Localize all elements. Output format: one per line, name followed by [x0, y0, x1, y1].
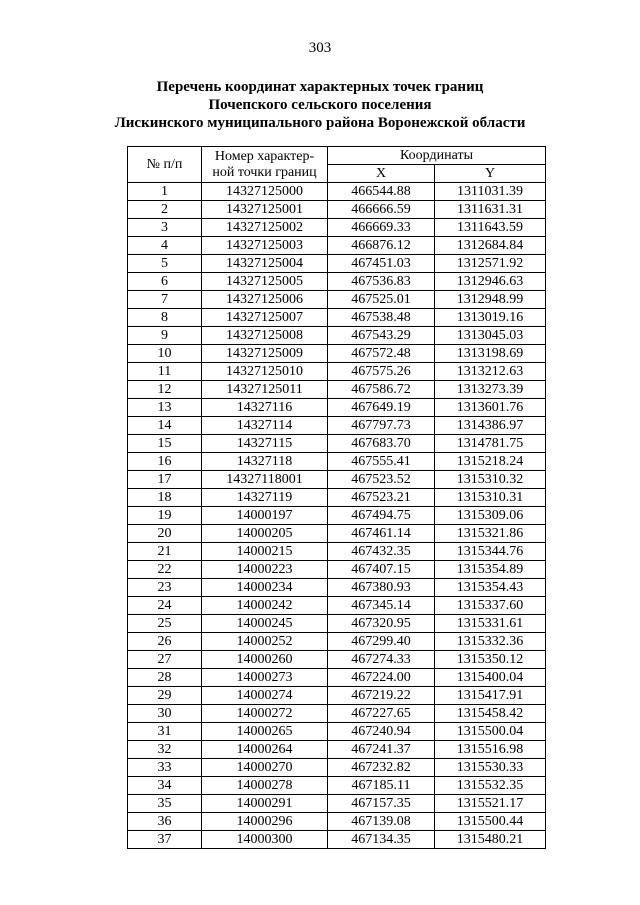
cell-y: 1315321.86	[435, 525, 546, 543]
cell-num: 18	[128, 489, 202, 507]
table-row	[128, 183, 546, 201]
cell-num: 2	[128, 201, 202, 219]
cell-y: 1312946.63	[435, 273, 546, 291]
cell-y: 1315500.04	[435, 723, 546, 741]
cell-point-number: 14000270	[202, 759, 328, 777]
table-row	[128, 471, 546, 489]
header-point-number	[202, 147, 328, 183]
table-row	[128, 669, 546, 687]
header-point-line-2: ной точки границ	[212, 164, 317, 180]
cell-y: 1312571.92	[435, 255, 546, 273]
cell-point-number: 14327125003	[202, 237, 328, 255]
cell-x: 467572.48	[328, 345, 435, 363]
cell-x: 466666.59	[328, 201, 435, 219]
cell-point-number: 14327125010	[202, 363, 328, 381]
cell-y: 1315400.04	[435, 669, 546, 687]
cell-num: 3	[128, 219, 202, 237]
cell-y: 1311643.59	[435, 219, 546, 237]
cell-y: 1315344.76	[435, 543, 546, 561]
cell-x: 467241.37	[328, 741, 435, 759]
cell-y: 1315332.36	[435, 633, 546, 651]
title-line-2: Почепского сельского поселения	[208, 97, 432, 113]
cell-point-number: 14327114	[202, 417, 328, 435]
cell-num: 24	[128, 597, 202, 615]
document-title	[0, 78, 640, 132]
table-row	[128, 453, 546, 471]
cell-x: 467345.14	[328, 597, 435, 615]
cell-x: 467299.40	[328, 633, 435, 651]
cell-num: 34	[128, 777, 202, 795]
cell-x: 467543.29	[328, 327, 435, 345]
cell-point-number: 14000273	[202, 669, 328, 687]
cell-y: 1311631.31	[435, 201, 546, 219]
cell-num: 4	[128, 237, 202, 255]
cell-num: 20	[128, 525, 202, 543]
cell-y: 1315521.17	[435, 795, 546, 813]
cell-num: 9	[128, 327, 202, 345]
cell-y: 1315354.43	[435, 579, 546, 597]
table-row	[128, 525, 546, 543]
cell-y: 1315354.89	[435, 561, 546, 579]
cell-x: 467320.95	[328, 615, 435, 633]
cell-x: 466669.33	[328, 219, 435, 237]
cell-num: 31	[128, 723, 202, 741]
cell-num: 14	[128, 417, 202, 435]
cell-num: 5	[128, 255, 202, 273]
table-row	[128, 327, 546, 345]
cell-point-number: 14327125007	[202, 309, 328, 327]
cell-point-number: 14000223	[202, 561, 328, 579]
cell-y: 1312684.84	[435, 237, 546, 255]
table-row	[128, 615, 546, 633]
cell-y: 1312948.99	[435, 291, 546, 309]
title-line-3: Лискинского муниципального района Воронежской области	[114, 115, 526, 131]
cell-y: 1315218.24	[435, 453, 546, 471]
cell-point-number: 14000260	[202, 651, 328, 669]
table-row	[128, 273, 546, 291]
cell-point-number: 14000252	[202, 633, 328, 651]
cell-x: 467240.94	[328, 723, 435, 741]
table-row	[128, 201, 546, 219]
cell-point-number: 14327118001	[202, 471, 328, 489]
cell-x: 467575.26	[328, 363, 435, 381]
cell-x: 467523.52	[328, 471, 435, 489]
table-row	[128, 237, 546, 255]
cell-x: 467380.93	[328, 579, 435, 597]
cell-x: 467432.35	[328, 543, 435, 561]
cell-x: 467555.41	[328, 453, 435, 471]
cell-num: 32	[128, 741, 202, 759]
cell-num: 15	[128, 435, 202, 453]
cell-y: 1315530.33	[435, 759, 546, 777]
cell-y: 1315480.21	[435, 831, 546, 849]
cell-x: 467407.15	[328, 561, 435, 579]
cell-y: 1315337.60	[435, 597, 546, 615]
cell-y: 1315500.44	[435, 813, 546, 831]
cell-point-number: 14327125009	[202, 345, 328, 363]
cell-x: 467139.08	[328, 813, 435, 831]
table-row	[128, 219, 546, 237]
cell-x: 467586.72	[328, 381, 435, 399]
cell-y: 1315309.06	[435, 507, 546, 525]
cell-y: 1314386.97	[435, 417, 546, 435]
header-num: № п/п	[128, 147, 202, 183]
cell-y: 1311031.39	[435, 183, 546, 201]
cell-num: 13	[128, 399, 202, 417]
table-row	[128, 435, 546, 453]
header-y: Y	[435, 165, 546, 183]
table-row	[128, 489, 546, 507]
cell-point-number: 14327125005	[202, 273, 328, 291]
cell-point-number: 14327125006	[202, 291, 328, 309]
table-row	[128, 759, 546, 777]
cell-num: 6	[128, 273, 202, 291]
cell-x: 467494.75	[328, 507, 435, 525]
cell-y: 1313273.39	[435, 381, 546, 399]
table-row	[128, 813, 546, 831]
cell-point-number: 14327118	[202, 453, 328, 471]
cell-point-number: 14000291	[202, 795, 328, 813]
cell-x: 467451.03	[328, 255, 435, 273]
cell-point-number: 14000278	[202, 777, 328, 795]
cell-x: 466544.88	[328, 183, 435, 201]
cell-point-number: 14000272	[202, 705, 328, 723]
cell-num: 1	[128, 183, 202, 201]
cell-y: 1313601.76	[435, 399, 546, 417]
cell-num: 25	[128, 615, 202, 633]
cell-x: 467523.21	[328, 489, 435, 507]
cell-point-number: 14327125002	[202, 219, 328, 237]
cell-x: 467232.82	[328, 759, 435, 777]
table-row	[128, 363, 546, 381]
cell-point-number: 14327115	[202, 435, 328, 453]
cell-point-number: 14327125008	[202, 327, 328, 345]
cell-x: 467525.01	[328, 291, 435, 309]
table-row	[128, 777, 546, 795]
table-body	[128, 183, 546, 849]
cell-x: 467461.14	[328, 525, 435, 543]
cell-point-number: 14000197	[202, 507, 328, 525]
cell-num: 12	[128, 381, 202, 399]
cell-num: 36	[128, 813, 202, 831]
cell-x: 467538.48	[328, 309, 435, 327]
cell-num: 8	[128, 309, 202, 327]
cell-num: 33	[128, 759, 202, 777]
cell-num: 28	[128, 669, 202, 687]
cell-y: 1313198.69	[435, 345, 546, 363]
cell-point-number: 14327119	[202, 489, 328, 507]
cell-x: 467134.35	[328, 831, 435, 849]
table-row	[128, 309, 546, 327]
cell-point-number: 14000234	[202, 579, 328, 597]
table-header	[128, 147, 546, 183]
table-row	[128, 507, 546, 525]
cell-y: 1315310.31	[435, 489, 546, 507]
cell-num: 27	[128, 651, 202, 669]
cell-num: 17	[128, 471, 202, 489]
cell-y: 1315417.91	[435, 687, 546, 705]
cell-y: 1315516.98	[435, 741, 546, 759]
table-row	[128, 417, 546, 435]
cell-point-number: 14000242	[202, 597, 328, 615]
table-row	[128, 399, 546, 417]
cell-y: 1313212.63	[435, 363, 546, 381]
table-row	[128, 597, 546, 615]
cell-point-number: 14000300	[202, 831, 328, 849]
cell-y: 1315458.42	[435, 705, 546, 723]
cell-y: 1315350.12	[435, 651, 546, 669]
cell-num: 11	[128, 363, 202, 381]
cell-x: 467649.19	[328, 399, 435, 417]
cell-point-number: 14327116	[202, 399, 328, 417]
cell-x: 467224.00	[328, 669, 435, 687]
table-row	[128, 255, 546, 273]
cell-point-number: 14000264	[202, 741, 328, 759]
cell-x: 467797.73	[328, 417, 435, 435]
cell-num: 23	[128, 579, 202, 597]
table-row	[128, 381, 546, 399]
table-row	[128, 579, 546, 597]
cell-point-number: 14327125001	[202, 201, 328, 219]
table-row	[128, 345, 546, 363]
title-line-1: Перечень координат характерных точек границ	[156, 79, 484, 95]
cell-x: 467227.65	[328, 705, 435, 723]
cell-x: 467683.70	[328, 435, 435, 453]
table-row	[128, 651, 546, 669]
cell-x: 467185.11	[328, 777, 435, 795]
cell-x: 467536.83	[328, 273, 435, 291]
cell-point-number: 14000265	[202, 723, 328, 741]
cell-x: 467274.33	[328, 651, 435, 669]
cell-x: 467219.22	[328, 687, 435, 705]
cell-x: 467157.35	[328, 795, 435, 813]
cell-num: 37	[128, 831, 202, 849]
header-point-line-1: Номер характер-	[214, 148, 315, 164]
header-coordinates: Координаты	[328, 147, 546, 165]
cell-num: 29	[128, 687, 202, 705]
cell-y: 1315310.32	[435, 471, 546, 489]
cell-num: 22	[128, 561, 202, 579]
table-row	[128, 705, 546, 723]
cell-num: 7	[128, 291, 202, 309]
page-number: 303	[308, 40, 332, 56]
cell-y: 1313045.03	[435, 327, 546, 345]
cell-point-number: 14000274	[202, 687, 328, 705]
table-row	[128, 543, 546, 561]
table-row	[128, 723, 546, 741]
cell-point-number: 14327125000	[202, 183, 328, 201]
cell-num: 30	[128, 705, 202, 723]
table-row	[128, 291, 546, 309]
table-row	[128, 795, 546, 813]
cell-num: 16	[128, 453, 202, 471]
table-row	[128, 561, 546, 579]
table-row	[128, 741, 546, 759]
cell-y: 1315331.61	[435, 615, 546, 633]
cell-point-number: 14327125011	[202, 381, 328, 399]
cell-point-number: 14327125004	[202, 255, 328, 273]
cell-num: 19	[128, 507, 202, 525]
table-row	[128, 687, 546, 705]
table-row	[128, 633, 546, 651]
cell-point-number: 14000215	[202, 543, 328, 561]
coordinates-table	[127, 146, 546, 849]
cell-num: 35	[128, 795, 202, 813]
cell-num: 26	[128, 633, 202, 651]
cell-x: 466876.12	[328, 237, 435, 255]
cell-point-number: 14000205	[202, 525, 328, 543]
cell-point-number: 14000245	[202, 615, 328, 633]
table-row	[128, 831, 546, 849]
cell-y: 1315532.35	[435, 777, 546, 795]
header-x: X	[328, 165, 435, 183]
cell-num: 21	[128, 543, 202, 561]
cell-point-number: 14000296	[202, 813, 328, 831]
cell-y: 1313019.16	[435, 309, 546, 327]
cell-y: 1314781.75	[435, 435, 546, 453]
cell-num: 10	[128, 345, 202, 363]
